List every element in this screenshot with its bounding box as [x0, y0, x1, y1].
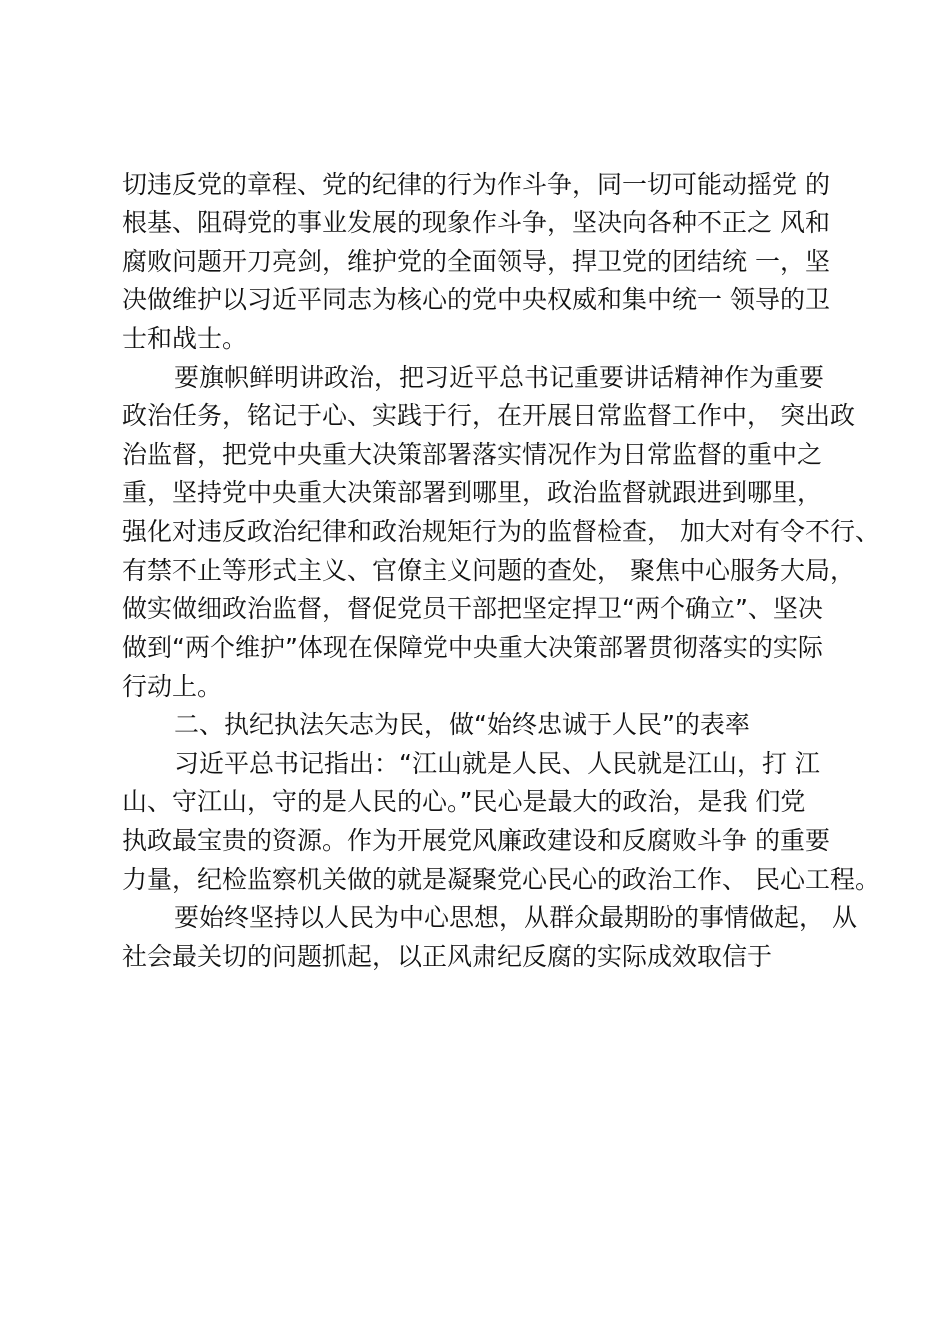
text-line: 做到“两个维护”体现在保障党中央重大决策部署贯彻落实的实际 [122, 633, 823, 662]
paragraph-start: 要旗帜鲜明讲政治，把习近平总书记重要讲话精神作为重要 [174, 363, 825, 392]
text-line: 治监督，把党中央重大决策部署落实情况作为日常监督的重中之 [122, 440, 823, 469]
text-line: 强化对违反政治纪律和政治规矩行为的监督检查， 加大对有令不行、 [122, 517, 880, 546]
text-line: 决做维护以习近平同志为核心的党中央权威和集中统一 领导的卫 [122, 285, 830, 314]
text-line: 行动上。 [122, 672, 223, 701]
text-line: 山、守江山，守的是人民的心。”民心是最大的政治，是我 们党 [122, 787, 806, 816]
text-line: 腐败问题开刀亮剑，维护党的全面领导，捍卫党的团结统 一，坚 [122, 247, 830, 276]
text-line: 力量，纪检监察机关做的就是凝聚党心民心的政治工作、 民心工程。 [122, 865, 880, 894]
paragraph-start: 习近平总书记指出：“江山就是人民、人民就是江山，打 江 [174, 749, 820, 778]
text-line: 执政最宝贵的资源。作为开展党风廉政建设和反腐败斗争 的重要 [122, 826, 830, 855]
text-line: 有禁不止等形式主义、官僚主义问题的查处， 聚焦中心服务大局， [122, 556, 855, 585]
section-heading: 二、执纪执法矢志为民，做“始终忠诚于人民”的表率 [174, 710, 750, 739]
text-line: 士和战士。 [122, 324, 248, 353]
text-line: 社会最关切的问题抓起，以正风肃纪反腐的实际成效取信于 [122, 942, 773, 971]
paragraph-start: 要始终坚持以人民为中心思想，从群众最期盼的事情做起， 从 [174, 903, 857, 932]
text-line: 重，坚持党中央重大决策部署到哪里，政治监督就跟进到哪里， [122, 478, 823, 507]
text-line: 根基、阻碍党的事业发展的现象作斗争，坚决向各种不正之 风和 [122, 208, 830, 237]
text-line: 切违反党的章程、党的纪律的行为作斗争，同一切可能动摇党 的 [122, 170, 830, 199]
text-line: 做实做细政治监督，督促党员干部把坚定捍卫“两个确立”、坚决 [122, 594, 823, 623]
text-line: 政治任务，铭记于心、实践于行，在开展日常监督工作中， 突出政 [122, 401, 855, 430]
